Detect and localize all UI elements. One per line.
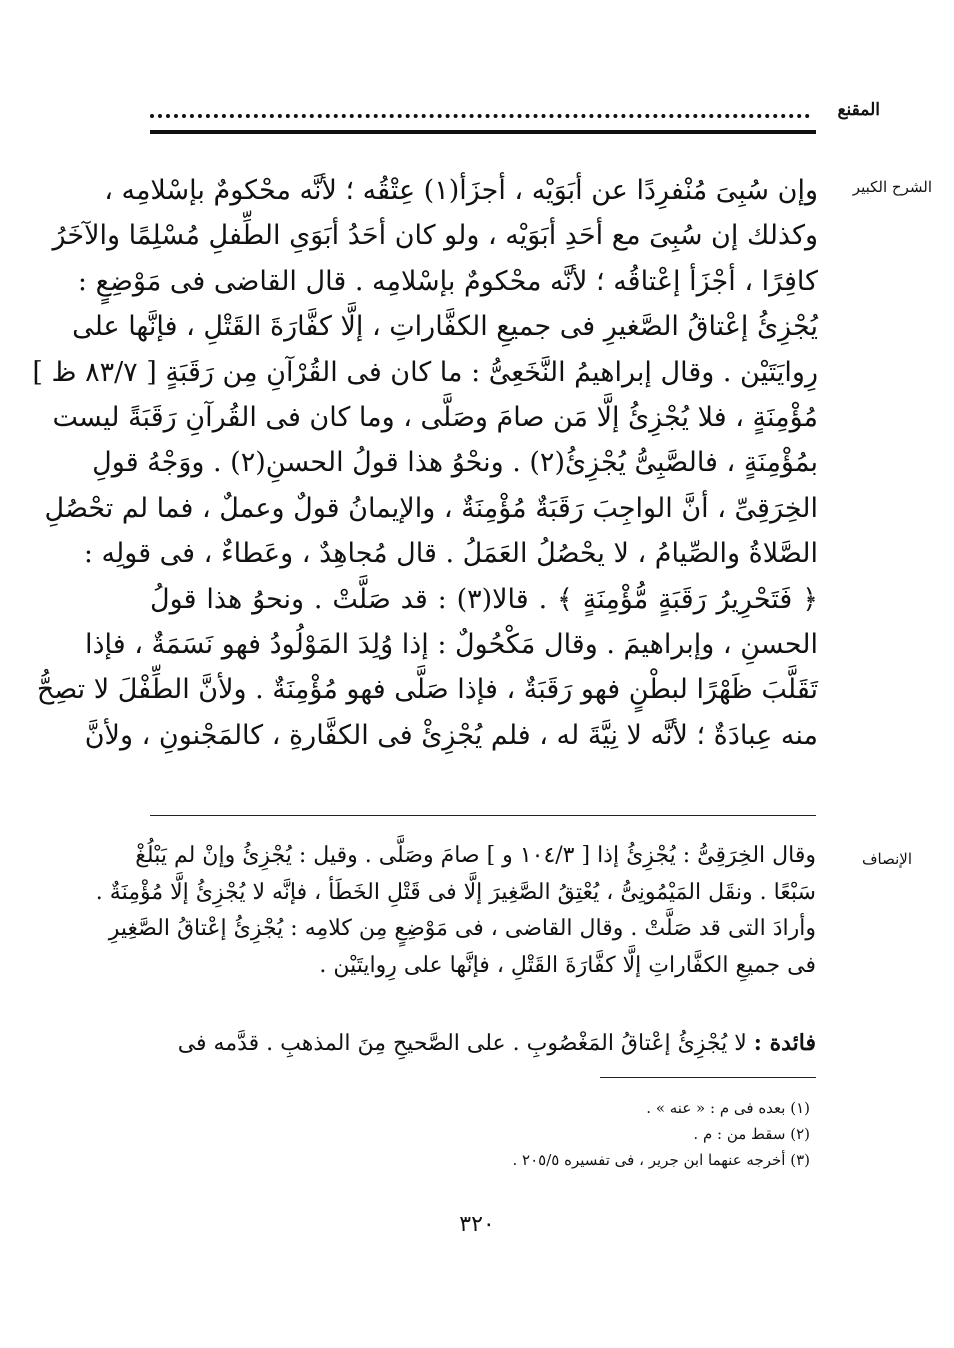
text-line: سَبْعًا . ونقَل المَيْمُونِىُّ ، يُعْتِقُ الصَّغِيرَ إلَّا فى قَتْلِ الخَطَأ ، فإنَّه لا يُجْزِئُ إلَّا مُؤْمِنَةٌ . — [95, 879, 816, 905]
footnote: (١) بعده فى م : « عنه » . — [646, 1099, 810, 1117]
text-line: الحسنِ ، وإبراهيمَ . وقال مَكْحُولٌ : إذا وُلِدَ المَوْلُودُ فهو نَسَمَةٌ ، فإذا — [84, 628, 818, 660]
header-dotted-leader — [150, 96, 810, 118]
insaf-section-label: الإنصاف — [861, 850, 912, 868]
text-line: فى جميعِ الكفَّاراتِ إلَّا كفَّارَةَ القَتْلِ ، فإنَّها على رِوايتَيْن . — [319, 952, 816, 978]
page-number: ٣٢٠ — [459, 1212, 495, 1237]
text-line: كافِرًا ، أجْزَأ إعْتاقُه ؛ لأنَّه محْكومٌ بإسْلامِه . قال القاضى فى مَوْضِعٍ : — [77, 265, 818, 297]
text-line: يُجْزِئُ إعْتاقُ الصَّغيرِ فى جميعِ الكفَّاراتِ ، إلَّا كفَّارَةَ القَتْلِ ، فإنَّها على — [72, 311, 818, 343]
text-line: الخِرَقِىِّ ، أنَّ الواجِبَ رَقَبَةٌ مُؤْمِنَةٌ ، والإيمانُ قولٌ وعملٌ ، فما لم تحْصُلِ — [44, 492, 818, 524]
book-title: المقنع — [837, 100, 880, 120]
faida-paragraph — [150, 1025, 816, 1062]
text-line: وإن سُبِىَ مُنْفرِدًا عن أبَوَيْه ، أجزَأ(١) عِتْقُه ؛ لأنَّه محْكومٌ بإسْلامِه ، — [104, 175, 818, 206]
text-line: بمُؤْمِنَةٍ ، فالصَّبِىُّ يُجْزِئُ(٢) . ونحْوُ هذا قولُ الحسنِ(٢) . ووَجْهُ قولِ — [92, 447, 818, 479]
insaf-text — [95, 838, 816, 984]
text-line: وكذلك إن سُبِىَ مع أحَدِ أبَوَيْه ، ولو كان أحَدُ أبَوَىِ الطِّفلِ مُسْلِمًا والآخَرُ — [52, 220, 818, 252]
text-line: تَقَلَّبَ ظَهْرًا لبطْنٍ فهو رَقَبَةٌ ، فإذا صَلَّى فهو مُؤْمِنَةٌ . ولأنَّ الطِّفْلَ لا تصِحُّ — [36, 674, 818, 706]
section-divider — [150, 815, 816, 816]
text-line: رِوايَتَيْن . وقال إبراهيمُ النَّخَعِىُّ : ما كان فى القُرْآنِ مِن رَقَبَةٍ [ ٨٣/٧ ظ ] — [32, 356, 818, 388]
header-rule — [150, 130, 816, 134]
sharh-main-text — [32, 168, 819, 758]
footnotes — [420, 1095, 810, 1173]
faida-label: فائدة : — [753, 1030, 816, 1056]
text-line: مُؤْمِنَةٍ ، فلا يُجْزِئُ إلَّا مَن صامَ وصَلَّى ، وما كان فى القُرآنِ رَقَبَةً ليست — [52, 401, 818, 433]
text-line: الصَّلاةُ والصِّيامُ ، لا يحْصُلُ العَمَلُ . قال مُجاهِدٌ ، وعَطاءٌ ، فى قولِه : — [83, 538, 818, 570]
text-line: وقال الخِرَقِىُّ : يُجْزِئُ إذا [ ١٠٤/٣ و ] صامَ وصَلَّى . وقيل : يُجْزِئُ وإنْ لم يَبْلُغْ — [135, 843, 816, 868]
sharh-section-label: الشرح الكبير — [852, 178, 932, 196]
text-line: ﴿ فَتَحْرِيرُ رَقَبَةٍ مُّؤْمِنَةٍ ﴾ . قالا(٣) : قد صَلَّتْ . ونحوُ هذا قولُ — [150, 583, 819, 615]
faida-text: لا يُجْزِئُ إعْتاقُ المَغْصُوبِ . على الصَّحيحِ مِنَ المذهبِ . قدَّمه فى — [177, 1031, 747, 1056]
text-line: وأرادَ التى قد صَلَّتْ . وقال القاضى ، فى مَوْضِعٍ مِن كلامِه : يُجْزِئُ إعْتاقُ الصَّغِيرِ — [108, 916, 816, 941]
footnote: (٣) أخرجه عنهما ابن جرير ، فى تفسيره ٢٠٥/٥ . — [512, 1151, 810, 1169]
footnote-rule — [600, 1077, 816, 1078]
text-line: منه عِبادَةٌ ؛ لأنَّه لا نِيَّةَ له ، فلم يُجْزِئْ فى الكفَّارةِ ، كالمَجْنونِ ، ولأنَّ — [84, 719, 818, 751]
footnote: (٢) سقط من : م . — [693, 1125, 810, 1143]
